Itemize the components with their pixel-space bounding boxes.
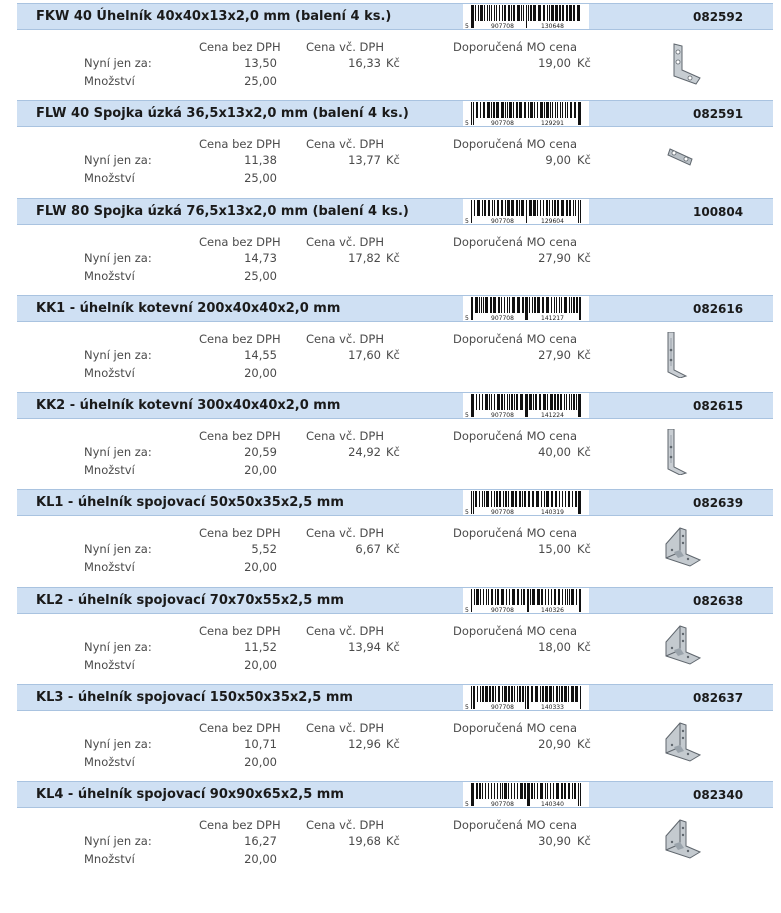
currency-label: Kč	[386, 542, 400, 557]
barcode	[463, 782, 589, 807]
svg-text:5: 5	[465, 314, 469, 321]
currency-label: Kč	[386, 56, 400, 70]
svg-text:5: 5	[465, 704, 469, 711]
price-net-value: 16,27	[244, 834, 277, 849]
product-title[interactable]: FKW 40 Úhelník 40x40x13x2,0 mm (balení 4 ks.)	[36, 9, 392, 24]
retail-price-label: Doporučená MO cena	[453, 137, 577, 152]
product-card	[0, 778, 781, 875]
now-only-label: Nyní jen za:	[84, 347, 152, 362]
product-card	[0, 681, 781, 778]
product-header	[17, 100, 773, 127]
quantity-label: Množství	[84, 74, 135, 88]
product-code: 082616	[693, 301, 744, 316]
price-net-value: 20,59	[244, 445, 277, 460]
retail-price-value: 20,90	[538, 737, 571, 752]
ribbed-angle-bracket-icon[interactable]	[660, 624, 704, 670]
price-net-label: Cena bez DPH	[199, 234, 281, 249]
svg-text:130648: 130648	[541, 23, 564, 29]
svg-text:5: 5	[465, 412, 469, 419]
retail-price-label: Doporučená MO cena	[453, 623, 577, 638]
currency-label: Kč	[577, 153, 591, 168]
currency-label: Kč	[386, 250, 400, 265]
price-net-label: Cena bez DPH	[199, 721, 281, 736]
product-card	[0, 389, 781, 486]
now-only-label: Nyní jen za:	[84, 56, 152, 70]
price-net-label: Cena bez DPH	[199, 137, 281, 152]
price-gross-label: Cena vč. DPH	[306, 234, 384, 249]
product-title[interactable]: KL1 - úhelník spojovací 50x50x35x2,5 mm	[36, 495, 344, 511]
barcode	[463, 101, 589, 126]
product-header	[17, 684, 773, 711]
product-card	[0, 486, 781, 583]
price-net-label: Cena bez DPH	[199, 429, 281, 444]
svg-text:5: 5	[465, 23, 469, 29]
price-gross-value: 17,60	[348, 347, 381, 362]
currency-label: Kč	[577, 347, 591, 362]
svg-text:907708: 907708	[491, 704, 514, 711]
barcode	[463, 296, 589, 321]
price-gross-value: 13,94	[348, 639, 381, 654]
price-net-value: 13,50	[244, 56, 277, 70]
svg-text:907708: 907708	[491, 120, 514, 127]
quantity-value: 25,00	[244, 171, 277, 186]
currency-label: Kč	[386, 834, 400, 849]
product-title[interactable]: KK1 - úhelník kotevní 200x40x40x2,0 mm	[36, 300, 341, 316]
retail-price-value: 19,00	[538, 56, 571, 70]
currency-label: Kč	[577, 250, 591, 265]
currency-label: Kč	[386, 737, 400, 752]
quantity-label: Množství	[84, 657, 135, 672]
price-gross-value: 12,96	[348, 737, 381, 752]
currency-label: Kč	[386, 639, 400, 654]
svg-text:140319: 140319	[541, 509, 564, 516]
currency-label: Kč	[386, 347, 400, 362]
quantity-label: Množství	[84, 852, 135, 867]
ribbed-angle-bracket-icon[interactable]	[660, 526, 704, 572]
product-card	[0, 584, 781, 681]
price-gross-label: Cena vč. DPH	[306, 623, 384, 638]
product-title[interactable]: KL2 - úhelník spojovací 70x70x55x2,5 mm	[36, 592, 344, 608]
product-header	[17, 198, 773, 225]
quantity-value: 20,00	[244, 755, 277, 770]
retail-price-label: Doporučená MO cena	[453, 721, 577, 736]
now-only-label: Nyní jen za:	[84, 445, 152, 460]
svg-text:140340: 140340	[541, 801, 564, 808]
product-title[interactable]: KK2 - úhelník kotevní 300x40x40x2,0 mm	[36, 398, 341, 414]
retail-price-value: 18,00	[538, 639, 571, 654]
price-net-label: Cena bez DPH	[199, 331, 281, 346]
product-header	[17, 489, 773, 516]
flat-connector-icon[interactable]	[660, 137, 704, 183]
svg-text:140333: 140333	[541, 704, 564, 711]
price-net-value: 11,52	[244, 639, 277, 654]
price-net-label: Cena bez DPH	[199, 526, 281, 541]
retail-price-value: 9,00	[545, 153, 571, 168]
quantity-value: 20,00	[244, 560, 277, 575]
svg-text:5: 5	[465, 509, 469, 516]
price-net-label: Cena bez DPH	[199, 40, 281, 54]
currency-label: Kč	[577, 737, 591, 752]
price-gross-label: Cena vč. DPH	[306, 526, 384, 541]
now-only-label: Nyní jen za:	[84, 639, 152, 654]
ribbed-angle-bracket-icon[interactable]	[660, 818, 704, 864]
product-header	[17, 3, 773, 30]
retail-price-label: Doporučená MO cena	[453, 40, 577, 54]
product-image[interactable]	[660, 235, 704, 281]
product-header	[17, 781, 773, 808]
retail-price-label: Doporučená MO cena	[453, 429, 577, 444]
currency-label: Kč	[577, 639, 591, 654]
svg-text:5: 5	[465, 801, 469, 808]
price-gross-label: Cena vč. DPH	[306, 40, 384, 54]
currency-label: Kč	[577, 542, 591, 557]
quantity-value: 20,00	[244, 657, 277, 672]
retail-price-label: Doporučená MO cena	[453, 234, 577, 249]
retail-price-value: 15,00	[538, 542, 571, 557]
svg-text:907708: 907708	[491, 23, 514, 29]
price-net-value: 14,55	[244, 347, 277, 362]
product-code: 082591	[693, 107, 744, 122]
currency-label: Kč	[386, 153, 400, 168]
product-card	[0, 195, 781, 292]
currency-label: Kč	[577, 445, 591, 460]
product-card	[0, 292, 781, 389]
price-gross-value: 13,77	[348, 153, 381, 168]
currency-label: Kč	[386, 445, 400, 460]
quantity-label: Množství	[84, 365, 135, 380]
quantity-value: 25,00	[244, 268, 277, 283]
svg-text:907708: 907708	[491, 217, 514, 224]
retail-price-label: Doporučená MO cena	[453, 818, 577, 833]
now-only-label: Nyní jen za:	[84, 737, 152, 752]
price-gross-value: 24,92	[348, 445, 381, 460]
anchor-angle-icon[interactable]	[660, 429, 704, 475]
price-gross-label: Cena vč. DPH	[306, 721, 384, 736]
svg-text:907708: 907708	[491, 314, 514, 321]
price-net-value: 14,73	[244, 250, 277, 265]
svg-text:907708: 907708	[491, 606, 514, 613]
quantity-label: Množství	[84, 463, 135, 478]
product-card	[0, 97, 781, 194]
price-gross-label: Cena vč. DPH	[306, 331, 384, 346]
svg-text:5: 5	[465, 606, 469, 613]
product-header	[17, 587, 773, 614]
product-code: 082615	[693, 399, 744, 414]
price-gross-label: Cena vč. DPH	[306, 818, 384, 833]
quantity-value: 20,00	[244, 463, 277, 478]
product-code: 082592	[693, 10, 744, 24]
ribbed-angle-bracket-icon[interactable]	[660, 721, 704, 767]
svg-text:141217: 141217	[541, 314, 564, 321]
svg-text:140326: 140326	[541, 606, 564, 613]
svg-text:129291: 129291	[541, 120, 564, 127]
price-gross-value: 19,68	[348, 834, 381, 849]
product-title[interactable]: KL3 - úhelník spojovací 150x50x35x2,5 mm	[36, 690, 353, 706]
barcode	[463, 685, 589, 710]
product-title[interactable]: KL4 - úhelník spojovací 90x90x65x2,5 mm	[36, 787, 344, 803]
quantity-label: Množství	[84, 268, 135, 283]
svg-text:5: 5	[465, 217, 469, 224]
price-gross-label: Cena vč. DPH	[306, 137, 384, 152]
retail-price-label: Doporučená MO cena	[453, 526, 577, 541]
now-only-label: Nyní jen za:	[84, 153, 152, 168]
price-net-label: Cena bez DPH	[199, 623, 281, 638]
product-code: 100804	[693, 204, 744, 219]
svg-text:907708: 907708	[491, 801, 514, 808]
product-code: 082637	[693, 691, 744, 706]
price-net-label: Cena bez DPH	[199, 818, 281, 833]
product-title[interactable]: FLW 80 Spojka úzká 76,5x13x2,0 mm (balení 4 ks.)	[36, 203, 409, 219]
price-gross-value: 17,82	[348, 250, 381, 265]
price-net-value: 5,52	[251, 542, 277, 557]
flat-angle-bracket-icon[interactable]	[660, 40, 704, 86]
svg-text:5: 5	[465, 120, 469, 127]
barcode	[463, 199, 589, 224]
svg-text:129604: 129604	[541, 217, 564, 224]
retail-price-value: 30,90	[538, 834, 571, 849]
product-code: 082340	[693, 788, 744, 803]
quantity-label: Množství	[84, 171, 135, 186]
quantity-label: Množství	[84, 755, 135, 770]
barcode	[463, 588, 589, 613]
retail-price-label: Doporučená MO cena	[453, 331, 577, 346]
quantity-value: 25,00	[244, 74, 277, 88]
currency-label: Kč	[577, 56, 591, 70]
svg-text:907708: 907708	[491, 509, 514, 516]
currency-label: Kč	[577, 834, 591, 849]
price-gross-value: 16,33	[348, 56, 381, 70]
now-only-label: Nyní jen za:	[84, 250, 152, 265]
price-net-value: 11,38	[244, 153, 277, 168]
svg-text:907708: 907708	[491, 412, 514, 419]
barcode	[463, 490, 589, 515]
now-only-label: Nyní jen za:	[84, 542, 152, 557]
quantity-value: 20,00	[244, 365, 277, 380]
product-card	[0, 0, 781, 97]
retail-price-value: 40,00	[538, 445, 571, 460]
anchor-angle-icon[interactable]	[660, 332, 704, 378]
retail-price-value: 27,90	[538, 347, 571, 362]
product-code: 082639	[693, 496, 744, 511]
barcode	[463, 393, 589, 418]
price-gross-value: 6,67	[355, 542, 381, 557]
now-only-label: Nyní jen za:	[84, 834, 152, 849]
product-header	[17, 392, 773, 419]
quantity-label: Množství	[84, 560, 135, 575]
price-net-value: 10,71	[244, 737, 277, 752]
product-title[interactable]: FLW 40 Spojka úzká 36,5x13x2,0 mm (balení 4 ks.)	[36, 106, 409, 122]
svg-text:141224: 141224	[541, 412, 564, 419]
barcode	[463, 4, 589, 29]
price-gross-label: Cena vč. DPH	[306, 429, 384, 444]
product-header	[17, 295, 773, 322]
quantity-value: 20,00	[244, 852, 277, 867]
product-code: 082638	[693, 593, 744, 608]
retail-price-value: 27,90	[538, 250, 571, 265]
